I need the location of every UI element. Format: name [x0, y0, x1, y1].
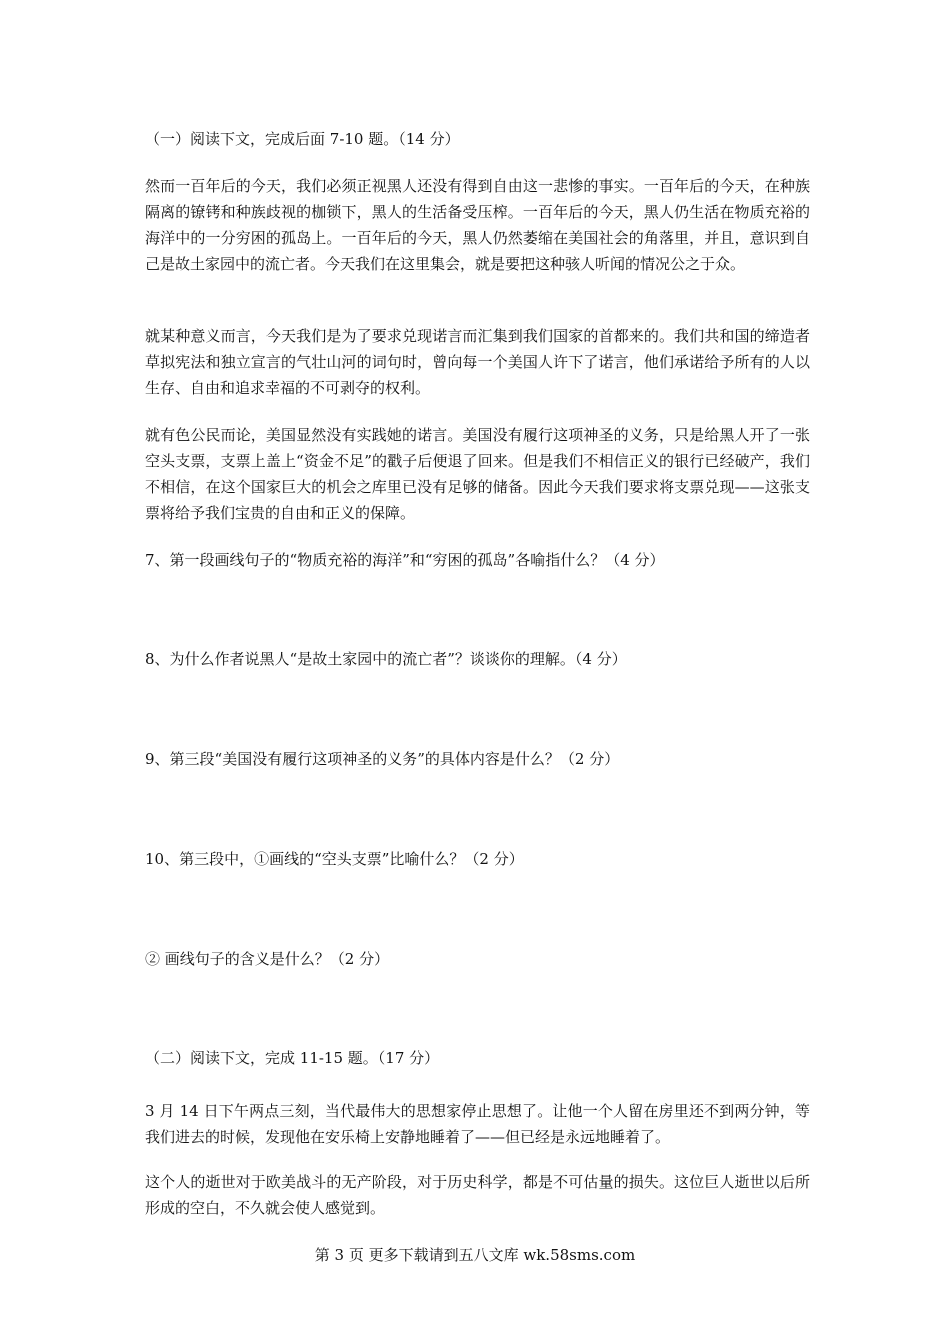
- section1-paragraph-2: 就某种意义而言，今天我们是为了要求兑现诺言而汇集到我们国家的首都来的。我们共和国的缔造者草拟宪法和独立宣言的气壮山河的词句时，曾向每一个美国人许下了诺言，他们承诺给予所有的人以生存、自由和追求幸福的不可剥夺的权利。: [145, 327, 810, 397]
- question-10-part-2: ② 画线句子的含义是什么？（2 分）: [145, 950, 390, 968]
- section1-paragraph-3: 就有色公民而论，美国显然没有实践她的诺言。美国没有履行这项神圣的义务，只是给黑人开了一张空头支票，支票上盖上“资金不足”的戳子后便退了回来。但是我们不相信正义的银行已经破产，我们不相信，在这个国家巨大的机会之库里已没有足够的储备。因此今天我们要求将支票兑现——这张支票将给予我们宝贵的自由和正义的保障。: [145, 426, 810, 522]
- section2-paragraph-2: 这个人的逝世对于欧美战斗的无产阶段，对于历史科学，都是不可估量的损失。这位巨人逝世以后所形成的空白，不久就会使人感觉到。: [145, 1173, 810, 1217]
- section2-paragraph-1: 3 月 14 日下午两点三刻，当代最伟大的思想家停止思想了。让他一个人留在房里还不到两分钟，等我们进去的时候，发现他在安乐椅上安静地睡着了——但已经是永远地睡着了。: [145, 1102, 810, 1146]
- question-8: 8、为什么作者说黑人“是故土家园中的流亡者”？谈谈你的理解。（4 分）: [145, 650, 627, 668]
- question-9: 9、第三段“美国没有履行这项神圣的义务”的具体内容是什么？（2 分）: [145, 750, 620, 768]
- section1-paragraph-1: 然而一百年后的今天，我们必须正视黑人还没有得到自由这一悲惨的事实。一百年后的今天，在种族隔离的镣铐和种族歧视的枷锁下，黑人的生活备受压榨。一百年后的今天，黑人仍生活在物质充裕的海洋中的一分穷困的孤岛上。一百年后的今天，黑人仍然萎缩在美国社会的角落里，并且，意识到自己是故土家园中的流亡者。今天我们在这里集会，就是要把这种骇人听闻的情况公之于众。: [145, 177, 810, 273]
- section2-title: （二）阅读下文，完成 11-15 题。（17 分）: [145, 1049, 440, 1067]
- section1-title: （一）阅读下文，完成后面 7-10 题。（14 分）: [145, 130, 460, 148]
- page-footer: 第 3 页 更多下载请到五八文库 wk.58sms.com: [314, 1246, 636, 1264]
- question-7: 7、第一段画线句子的“物质充裕的海洋”和“穷困的孤岛”各喻指什么？（4 分）: [145, 551, 665, 569]
- question-10-part-1: 10、第三段中，①画线的“空头支票”比喻什么？（2 分）: [145, 850, 524, 868]
